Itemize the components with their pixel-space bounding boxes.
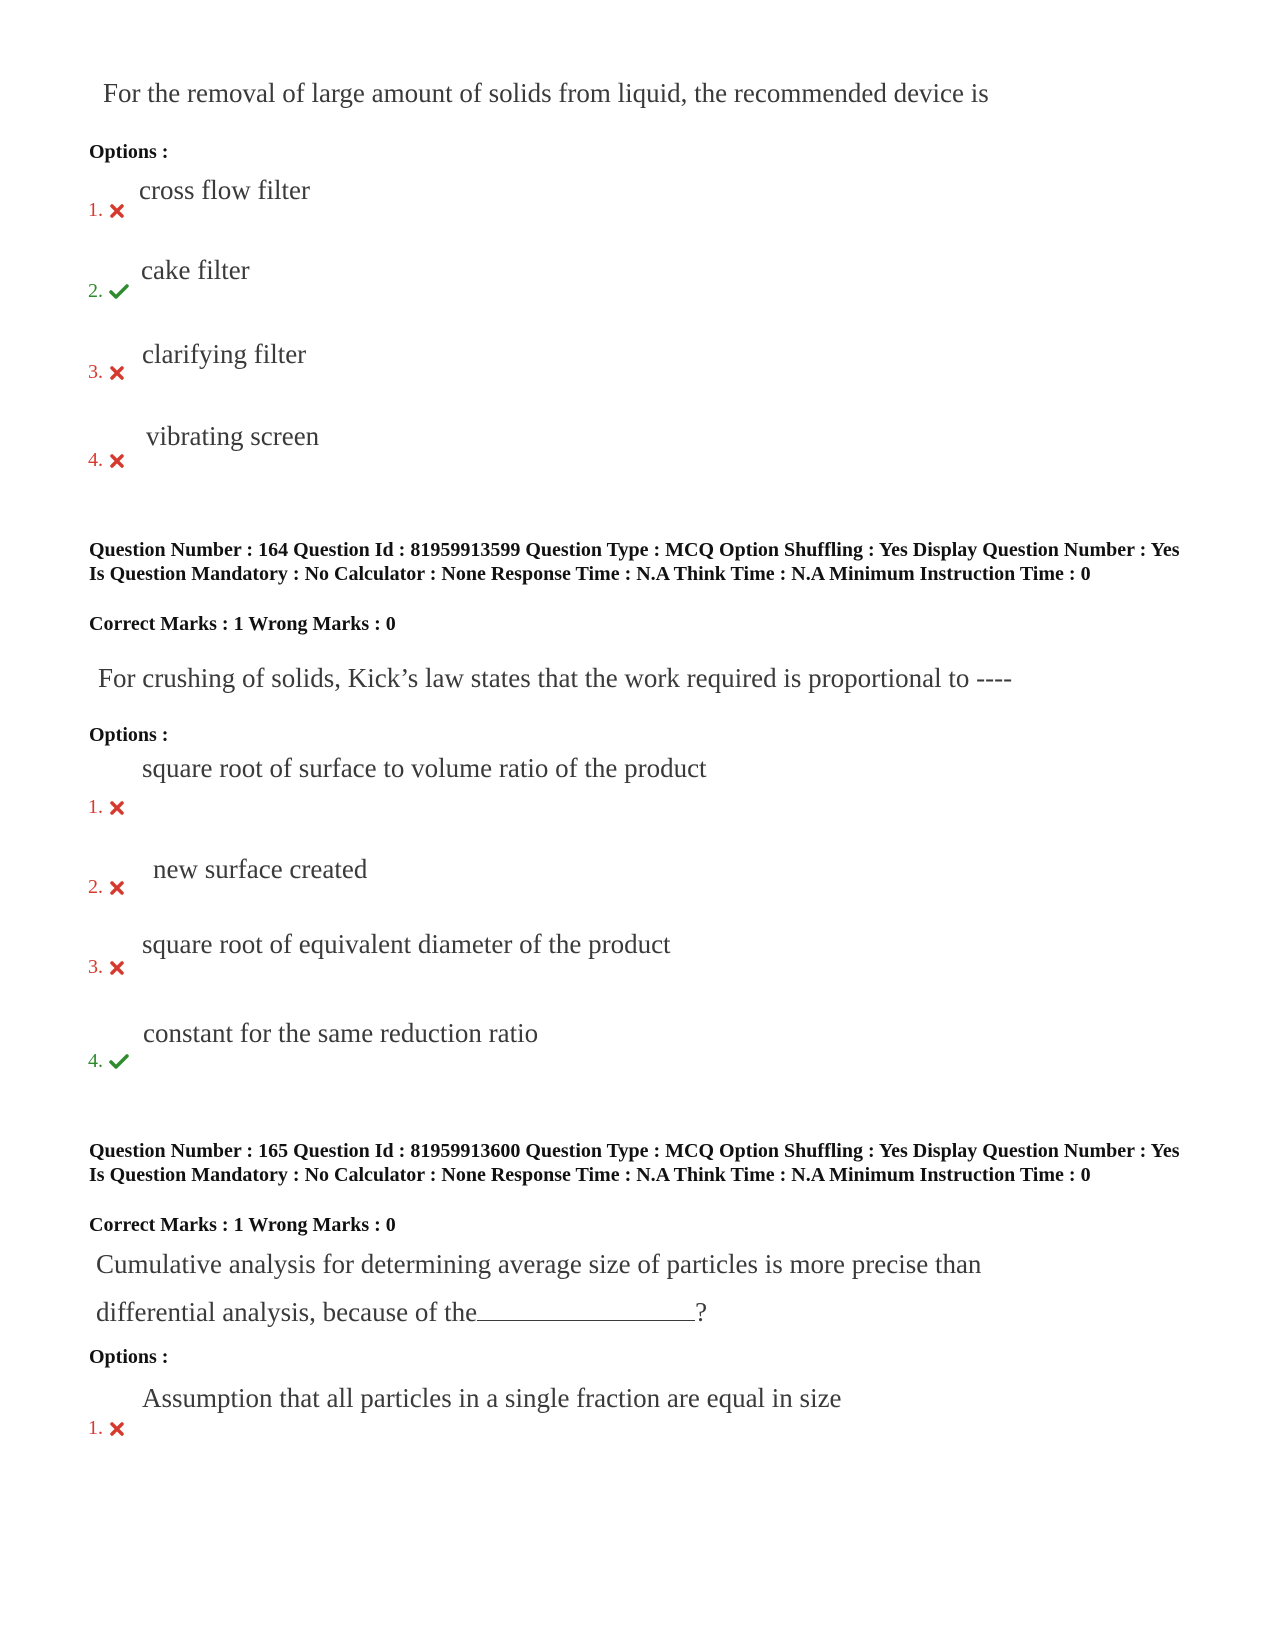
option-text: cake filter <box>141 255 250 285</box>
option-text: constant for the same reduction ratio <box>143 1018 539 1048</box>
option-text: clarifying filter <box>142 339 307 369</box>
question-meta: Question Number : 165 Question Id : 81959913600 Question Type : MCQ Option Shuffling : Yes Display Question Number : Yes Is Question Mandatory : No Calculator : None Response Time : N.A Think Time : N.A Minimum Instruction Time : 0 <box>89 1140 1180 1186</box>
option-number: 3. <box>88 361 125 384</box>
option-text: new surface created <box>153 854 368 884</box>
cross-icon <box>109 800 125 816</box>
question-meta: Question Number : 164 Question Id : 81959913599 Question Type : MCQ Option Shuffling : Yes Display Question Number : Yes Is Question Mandatory : No Calculator : None Response Time : N.A Think Time : N.A Minimum Instruction Time : 0 <box>89 539 1180 585</box>
option-number: 2. <box>88 876 125 899</box>
cross-icon <box>109 203 125 219</box>
cross-icon <box>109 365 125 381</box>
option-number: 1. <box>88 796 125 819</box>
option-number: 1. <box>88 1417 125 1440</box>
option-text: square root of surface to volume ratio of the product <box>142 753 707 783</box>
option-text: Assumption that all particles in a single fraction are equal in size <box>142 1383 842 1413</box>
cross-icon <box>109 880 125 896</box>
cross-icon <box>109 1421 125 1437</box>
question-text: For crushing of solids, Kick’s law states that the work required is proportional to ---- <box>98 663 1013 693</box>
check-icon <box>109 283 129 301</box>
cross-icon <box>109 960 125 976</box>
options-label: Options : <box>89 141 169 163</box>
option-number: 3. <box>88 956 125 979</box>
cross-icon <box>109 453 125 469</box>
option-text: square root of equivalent diameter of the product <box>142 929 671 959</box>
option-number: 1. <box>88 199 125 222</box>
option-text: cross flow filter <box>139 175 310 205</box>
option-number: 4. <box>88 1050 129 1073</box>
question-marks: Correct Marks : 1 Wrong Marks : 0 <box>89 1214 396 1236</box>
option-number: 4. <box>88 449 125 472</box>
question-marks: Correct Marks : 1 Wrong Marks : 0 <box>89 613 396 635</box>
options-label: Options : <box>89 724 169 746</box>
question-text: For the removal of large amount of solids from liquid, the recommended device is <box>103 78 989 108</box>
question-text-line2: differential analysis, because of the ? <box>96 1297 708 1327</box>
answer-blank <box>477 1298 695 1321</box>
option-text: vibrating screen <box>146 421 320 451</box>
option-number: 2. <box>88 280 129 303</box>
check-icon <box>109 1053 129 1071</box>
question-text-line1: Cumulative analysis for determining average size of particles is more precise than <box>96 1249 982 1279</box>
options-label: Options : <box>89 1346 169 1368</box>
